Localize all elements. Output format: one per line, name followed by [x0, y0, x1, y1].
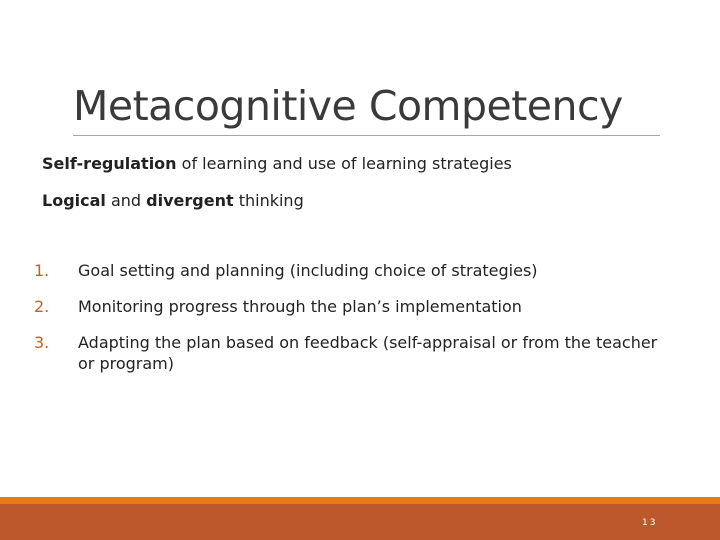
page-number: 13 [642, 518, 658, 528]
list-number: 3. [34, 333, 50, 352]
text-line-self-regulation [42, 154, 512, 173]
line-text: thinking [233, 191, 304, 210]
line-text: and [105, 191, 147, 210]
slide-title: Metacognitive Competency [73, 82, 623, 130]
footer-bar [0, 497, 720, 540]
list-text: Goal setting and planning (including choice of strategies) [78, 261, 538, 280]
bold-term: Logical [42, 191, 106, 210]
line-text: of learning and use of learning strategies [176, 154, 512, 173]
bold-term: divergent [146, 191, 234, 210]
bold-term: Self-regulation [42, 154, 177, 173]
list-text: Adapting the plan based on feedback (self-appraisal or from the teacher or program) [78, 333, 658, 373]
list-text: Monitoring progress through the plan’s implementation [78, 297, 522, 316]
list-number: 2. [34, 297, 50, 316]
text-line-thinking [42, 191, 304, 210]
footer-accent-strip [0, 497, 720, 504]
list-number: 1. [34, 261, 50, 280]
title-divider [73, 135, 660, 136]
